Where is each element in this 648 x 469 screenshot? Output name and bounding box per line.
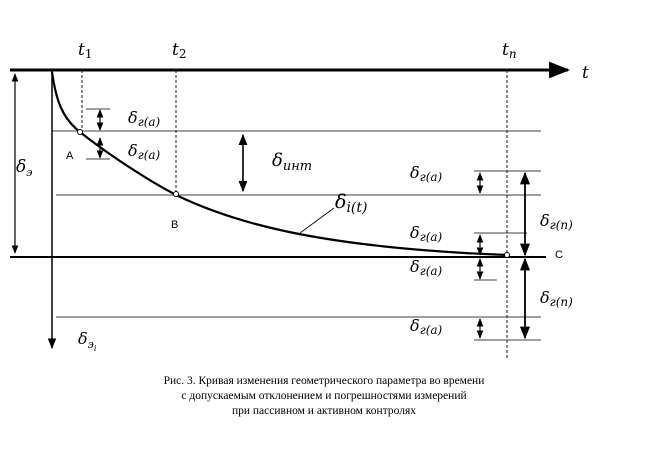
point-b-marker: [174, 192, 179, 197]
caption-line-1: Рис. 3. Кривая изменения геометрического параметра во времени: [163, 375, 485, 387]
curve-label-leader: [300, 208, 334, 233]
delta-int-label: $\delta_{инт}$: [272, 150, 313, 174]
curve-label: $\delta_{i(t)}$: [335, 191, 368, 216]
ga-label-right-4: δг(а): [410, 316, 443, 337]
t2-label: t2: [172, 40, 187, 61]
ga-label-right-2: δг(а): [410, 223, 443, 244]
ga-label-top-left: δг(а): [128, 108, 161, 129]
point-c-marker: [505, 253, 510, 258]
delta-e-label: $\delta_э$: [16, 157, 33, 179]
ga-label-mid-left: δг(а): [128, 141, 161, 162]
ga-label-right-1: δг(а): [410, 163, 443, 184]
delta-ei-label: $\delta_эi$: [78, 329, 97, 353]
point-b-label: B: [171, 219, 179, 231]
caption-line-3: при пассивном и активном контролях: [231, 405, 417, 417]
point-c-label: C: [555, 249, 563, 261]
gn-label-upper: δг(n): [540, 211, 573, 232]
point-a-label: A: [66, 150, 74, 162]
gn-label-lower: δг(n): [540, 288, 573, 309]
ga-label-right-3: δг(а): [410, 257, 443, 278]
tn-label: tn: [502, 40, 517, 61]
point-a-marker: [78, 130, 83, 135]
figure-caption: [0, 374, 648, 419]
t1-label: t1: [78, 40, 93, 61]
t-axis-label: t: [582, 63, 589, 83]
caption-line-2: с допускаемым отклонением и погрешностями измерений: [181, 390, 467, 402]
